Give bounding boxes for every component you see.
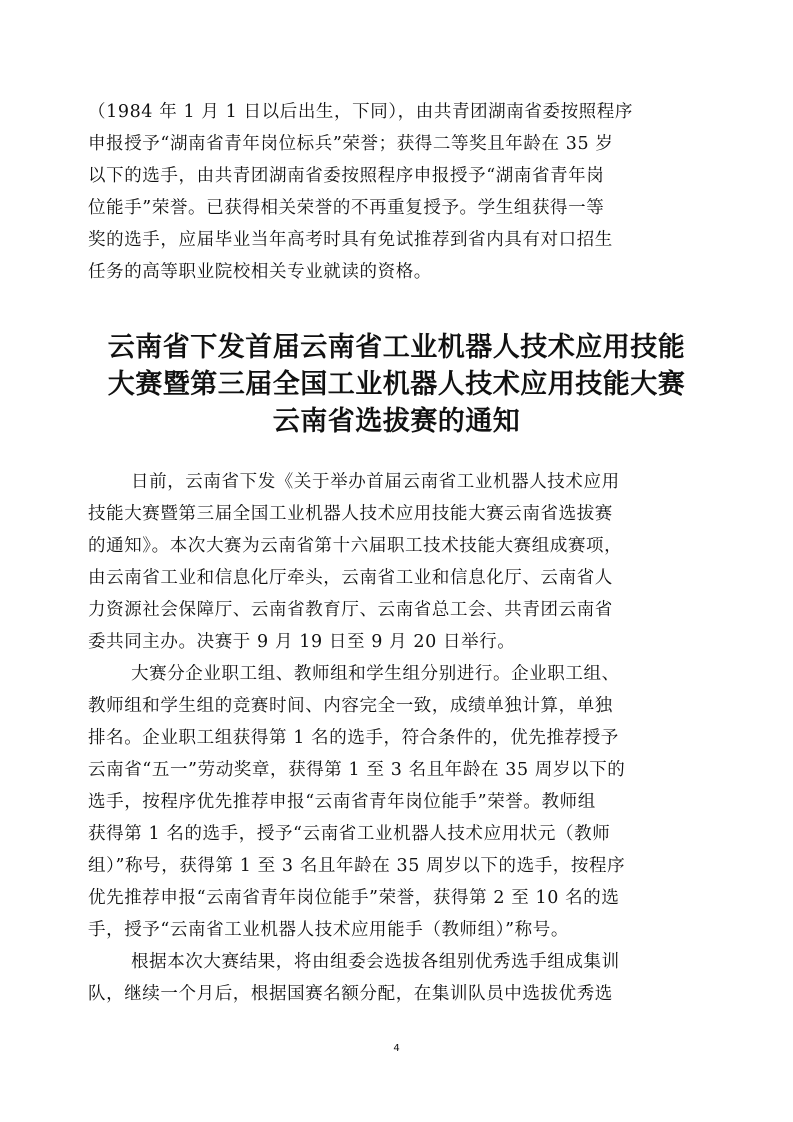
text-line: 力资源社会保障厅、云南省教育厅、云南省总工会、共青团云南省 [88, 600, 613, 620]
text-line: 位能手”荣誉。已获得相关荣誉的不再重复授予。学生组获得一等 [88, 198, 605, 218]
text-line: 的通知》。本次大赛为云南省第十六届职工技术技能大赛组成赛项， [88, 536, 623, 556]
title-line: 云南省选拔赛的通知 [272, 406, 521, 437]
text-line: 教师组和学生组的竞赛时间、内容完全一致，成绩单独计算，单独 [88, 696, 613, 716]
title-line: 大赛暨第三届全国工业机器人技术应用技能大赛 [107, 369, 686, 400]
text-line: 由云南省工业和信息化厅牵头，云南省工业和信息化厅、云南省人 [88, 568, 613, 588]
text-line: 大赛分企业职工组、教师组和学生组分别进行。企业职工组、 [131, 664, 620, 684]
text-line: 以下的选手，由共青团湖南省委按照程序申报授予“湖南省青年岗 [88, 166, 605, 186]
text-line: 队，继续一个月后，根据国赛名额分配，在集训队员中选拔优秀选 [88, 984, 613, 1004]
text-line: 日前，云南省下发《关于举办首届云南省工业机器人技术应用 [131, 472, 620, 492]
text-line: 获得第 1 名的选手，授予“云南省工业机器人技术应用状元（教师 [88, 824, 611, 844]
text-line: 申报授予“湖南省青年岗位标兵”荣誉；获得二等奖且年龄在 35 岁 [88, 134, 614, 154]
text-line: （1984 年 1 月 1 日以后出生，下同），由共青团湖南省委按照程序 [88, 102, 633, 122]
page-number: 4 [393, 1043, 400, 1054]
text-line: 奖的选手，应届毕业当年高考时具有免试推荐到省内具有对口招生 [88, 230, 613, 250]
text-line: 委共同主办。决赛于 9 月 19 日至 9 月 20 日举行。 [88, 632, 516, 652]
text-line: 技能大赛暨第三届全国工业机器人技术应用技能大赛云南省选拔赛 [88, 504, 613, 524]
text-line: 手，授予“云南省工业机器人技术应用能手（教师组）”称号。 [88, 920, 569, 940]
text-line: 云南省“五一”劳动奖章，获得第 1 至 3 名且年龄在 35 周岁以下的 [88, 760, 626, 780]
text-line: 排名。企业职工组获得第 1 名的选手，符合条件的，优先推荐授予 [88, 728, 619, 748]
text-line: 选手，按程序优先推荐申报“云南省青年岗位能手”荣誉。教师组 [88, 792, 596, 812]
text-line: 根据本次大赛结果，将由组委会选拔各组别优秀选手组成集训 [131, 952, 620, 972]
text-line: 组）”称号，获得第 1 至 3 名且年龄在 35 周岁以下的选手，按程序 [88, 856, 626, 876]
title-line: 云南省下发首届云南省工业机器人技术应用技能 [107, 332, 686, 363]
text-line: 任务的高等职业院校相关专业就读的资格。 [88, 262, 432, 282]
text-line: 优先推荐申报“云南省青年岗位能手”荣誉，获得第 2 至 10 名的选 [88, 888, 620, 908]
